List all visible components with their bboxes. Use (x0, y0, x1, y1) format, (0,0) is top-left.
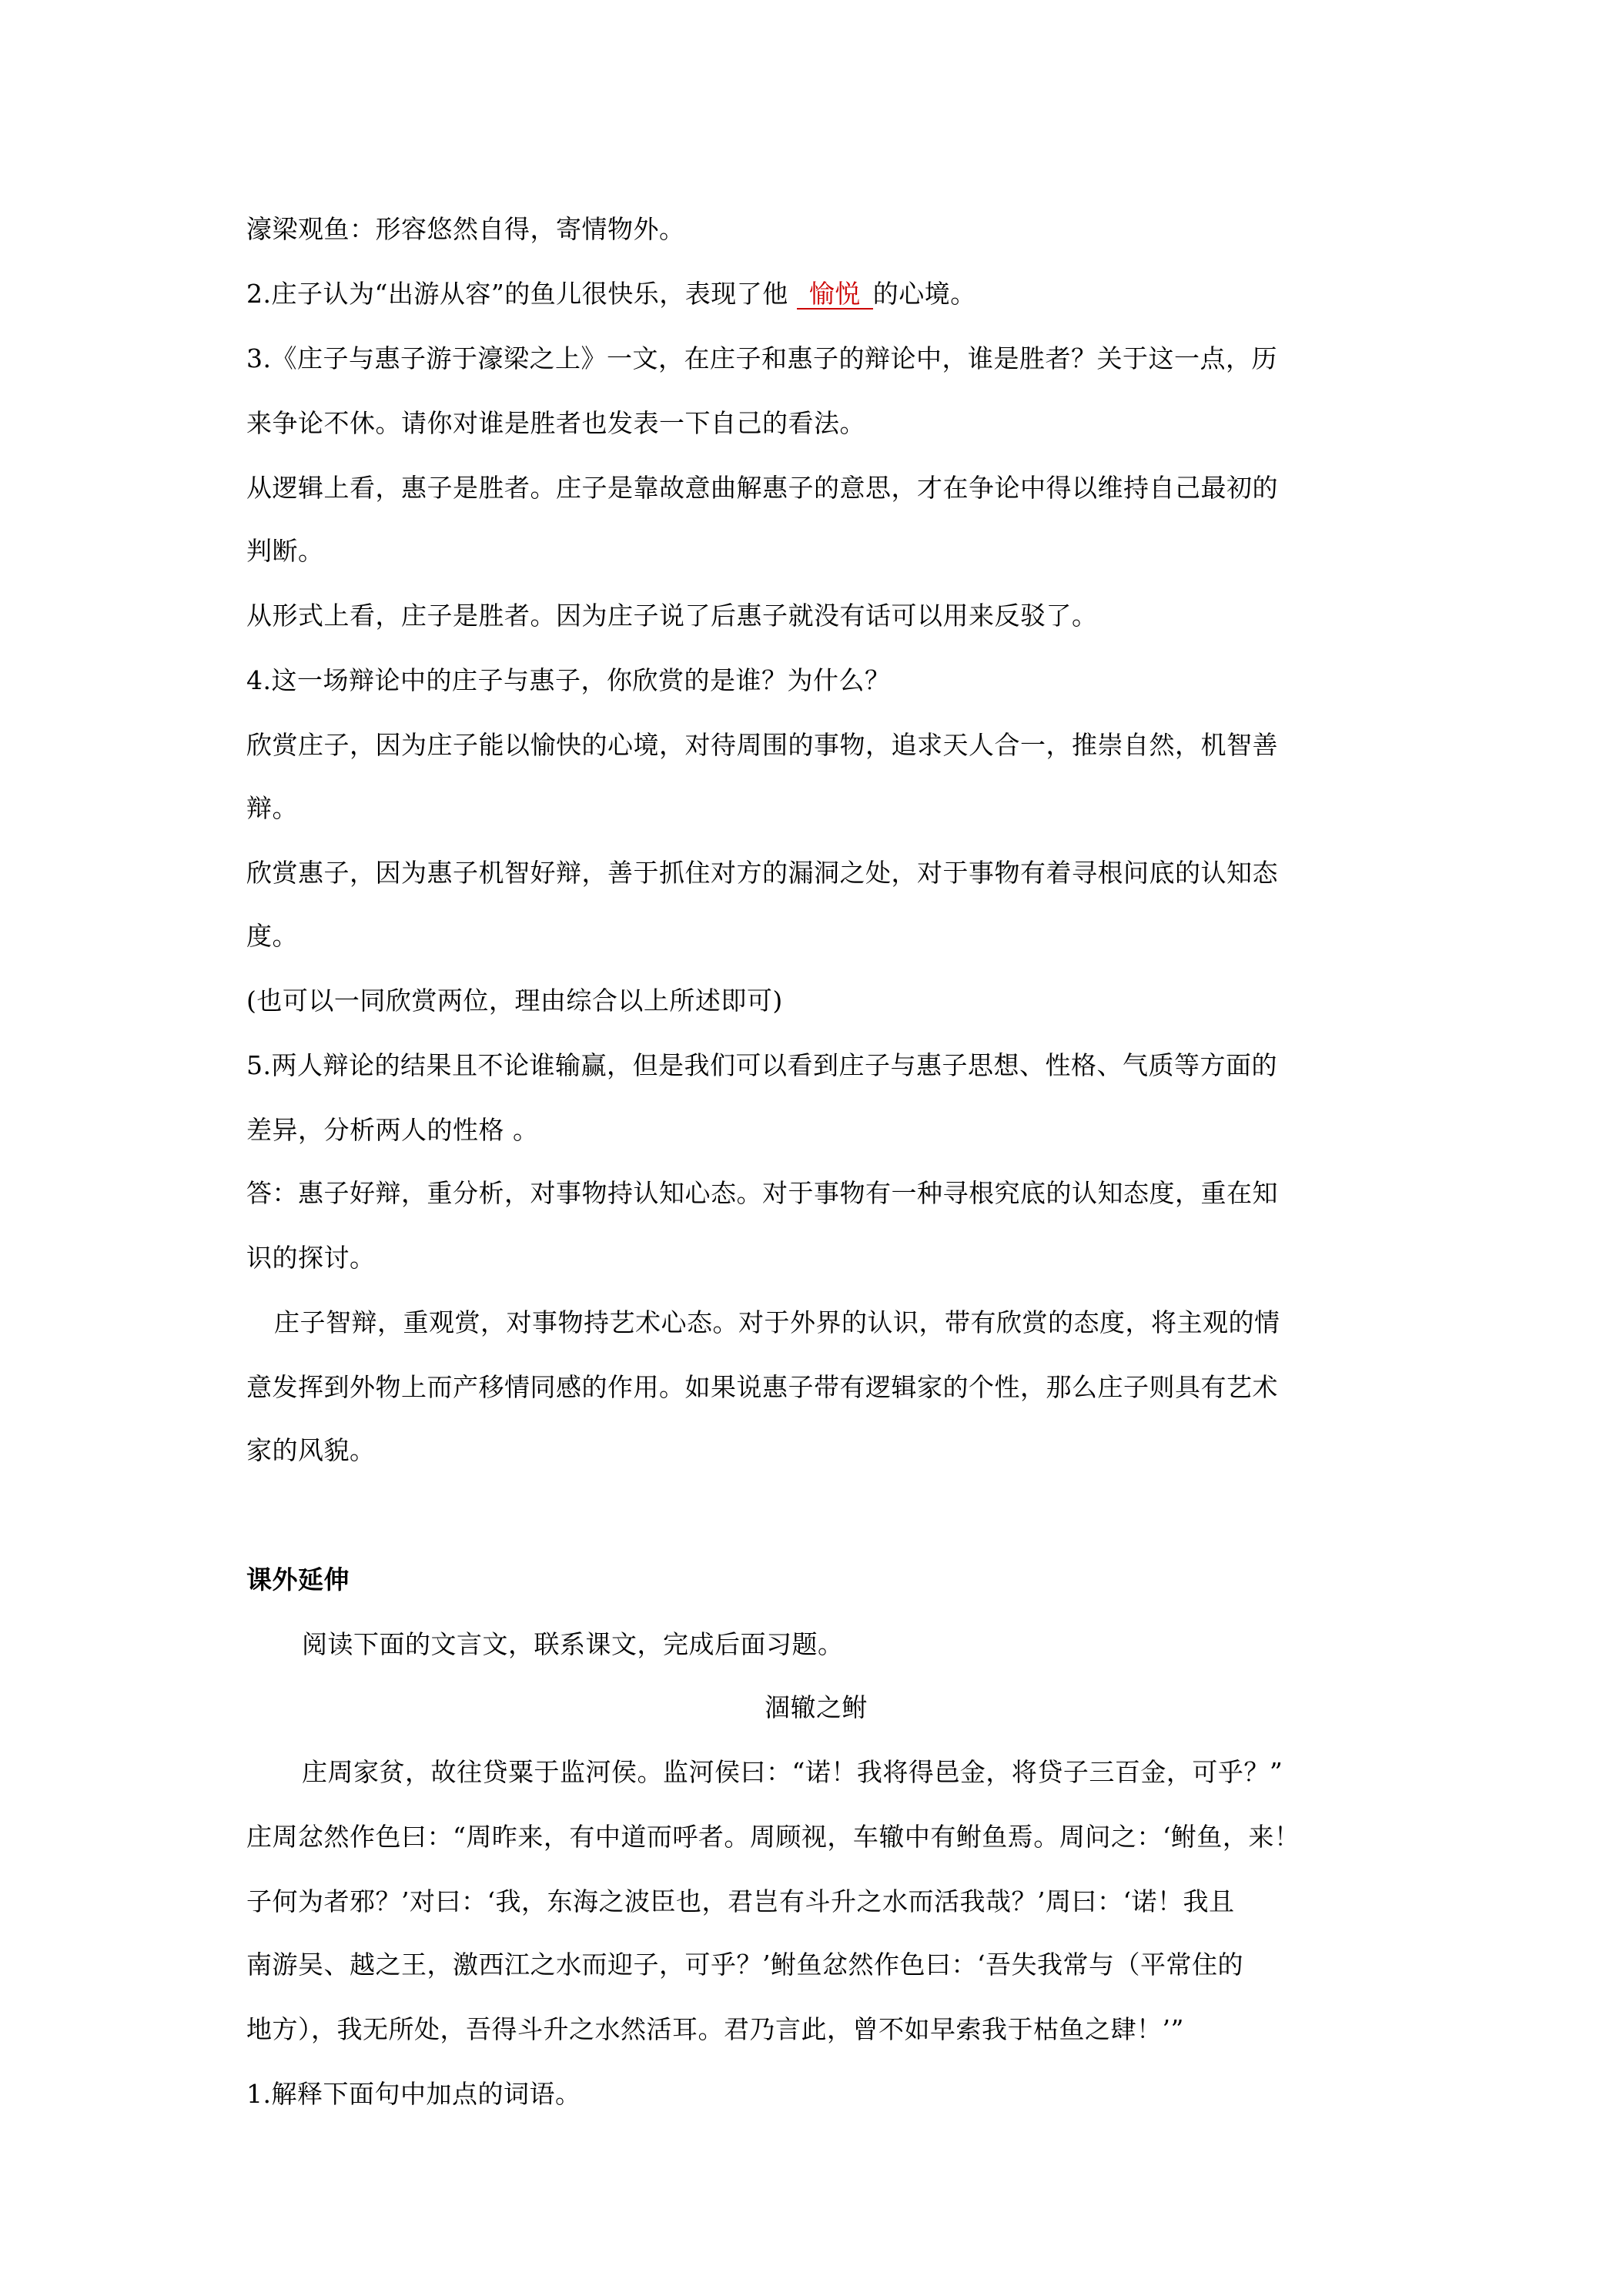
passage-title: 涸辙之鲋 (765, 1692, 868, 1722)
question-2-answer-blank: 愉悦 (797, 280, 873, 310)
question-2-text-end: 的心境。 (872, 279, 976, 309)
question-5-line-1: 5.两人辩论的结果且不论谁输赢，但是我们可以看到庄子与惠子思想、性格、气质等方面的 (246, 1050, 1277, 1080)
answer-3-line-2: 判断。 (246, 536, 324, 566)
question-5-line-2: 差异，分析两人的性格 。 (246, 1115, 539, 1145)
answer-5-line-1: 答：惠子好辩，重分析，对事物持认知心态。对于事物有一种寻根究底的认知态度，重在知 (246, 1178, 1278, 1208)
answer-5-line-5: 家的风貌。 (246, 1435, 376, 1465)
passage-line-3: 子何为者邪？’对曰：‘我，东海之波臣也，君岂有斗升之水而活我哉？’周曰：‘诺！我且 (246, 1886, 1235, 1916)
question-4: 4.这一场辩论中的庄子与惠子，你欣赏的是谁？为什么？ (246, 665, 891, 695)
question-3-line-1: 3.《庄子与惠子游于濠梁之上》一文，在庄子和惠子的辩论中，谁是胜者？关于这一点，历 (246, 343, 1277, 373)
answer-3-line-3: 从形式上看，庄子是胜者。因为庄子说了后惠子就没有话可以用来反驳了。 (246, 601, 1098, 631)
answer-4-line-2: 辩。 (246, 793, 298, 823)
passage-line-5: 地方），我无所处，吾得斗升之水然活耳。君乃言此，曾不如早索我于枯鱼之肆！’” (246, 2014, 1184, 2044)
answer-5-line-2: 识的探讨。 (246, 1243, 376, 1273)
section-heading: 课外延伸 (246, 1565, 350, 1595)
answer-3-line-1: 从逻辑上看，惠子是胜者。庄子是靠故意曲解惠子的意思，才在争论中得以维持自己最初的 (246, 473, 1278, 503)
passage-line-1: 庄周家贫，故往贷粟于监河侯。监河侯曰：“诺！我将得邑金，将贷子三百金，可乎？” (302, 1757, 1283, 1787)
reading-instruction: 阅读下面的文言文，联系课文，完成后面习题。 (302, 1629, 844, 1659)
answer-4-line-1: 欣赏庄子，因为庄子能以愉快的心境，对待周围的事物，追求天人合一，推崇自然，机智善 (246, 730, 1278, 760)
question-2 (246, 279, 976, 310)
answer-5-line-3: 庄子智辩，重观赏，对事物持艺术心态。对于外界的认识，带有欣赏的态度，将主观的情 (274, 1307, 1280, 1337)
answer-4-line-4: 度。 (246, 921, 298, 951)
answer-5-line-4: 意发挥到外物上而产移情同感的作用。如果说惠子带有逻辑家的个性，那么庄子则具有艺术 (246, 1372, 1278, 1402)
text-line-idiom: 濠梁观鱼：形容悠然自得，寄情物外。 (246, 214, 685, 244)
question-2-text: 2.庄子认为“出游从容”的鱼儿很快乐，表现了他 (246, 279, 797, 309)
question-3-line-2: 来争论不休。请你对谁是胜者也发表一下自己的看法。 (246, 408, 865, 438)
passage-line-4: 南游吴、越之王，激西江之水而迎子，可乎？’鲋鱼忿然作色曰：‘吾失我常与（平常住的 (246, 1950, 1243, 1980)
passage-line-2: 庄周忿然作色曰：“周昨来，有中道而呼者。周顾视，车辙中有鲋鱼焉。周问之：‘鲋鱼，来！ (246, 1822, 1300, 1852)
answer-4-line-3: 欣赏惠子，因为惠子机智好辩，善于抓住对方的漏洞之处，对于事物有着寻根问底的认知态 (246, 858, 1278, 888)
answer-4-note: (也可以一同欣赏两位，理由综合以上所述即可) (246, 986, 783, 1016)
extension-question-1: 1.解释下面句中加点的词语。 (246, 2079, 581, 2109)
